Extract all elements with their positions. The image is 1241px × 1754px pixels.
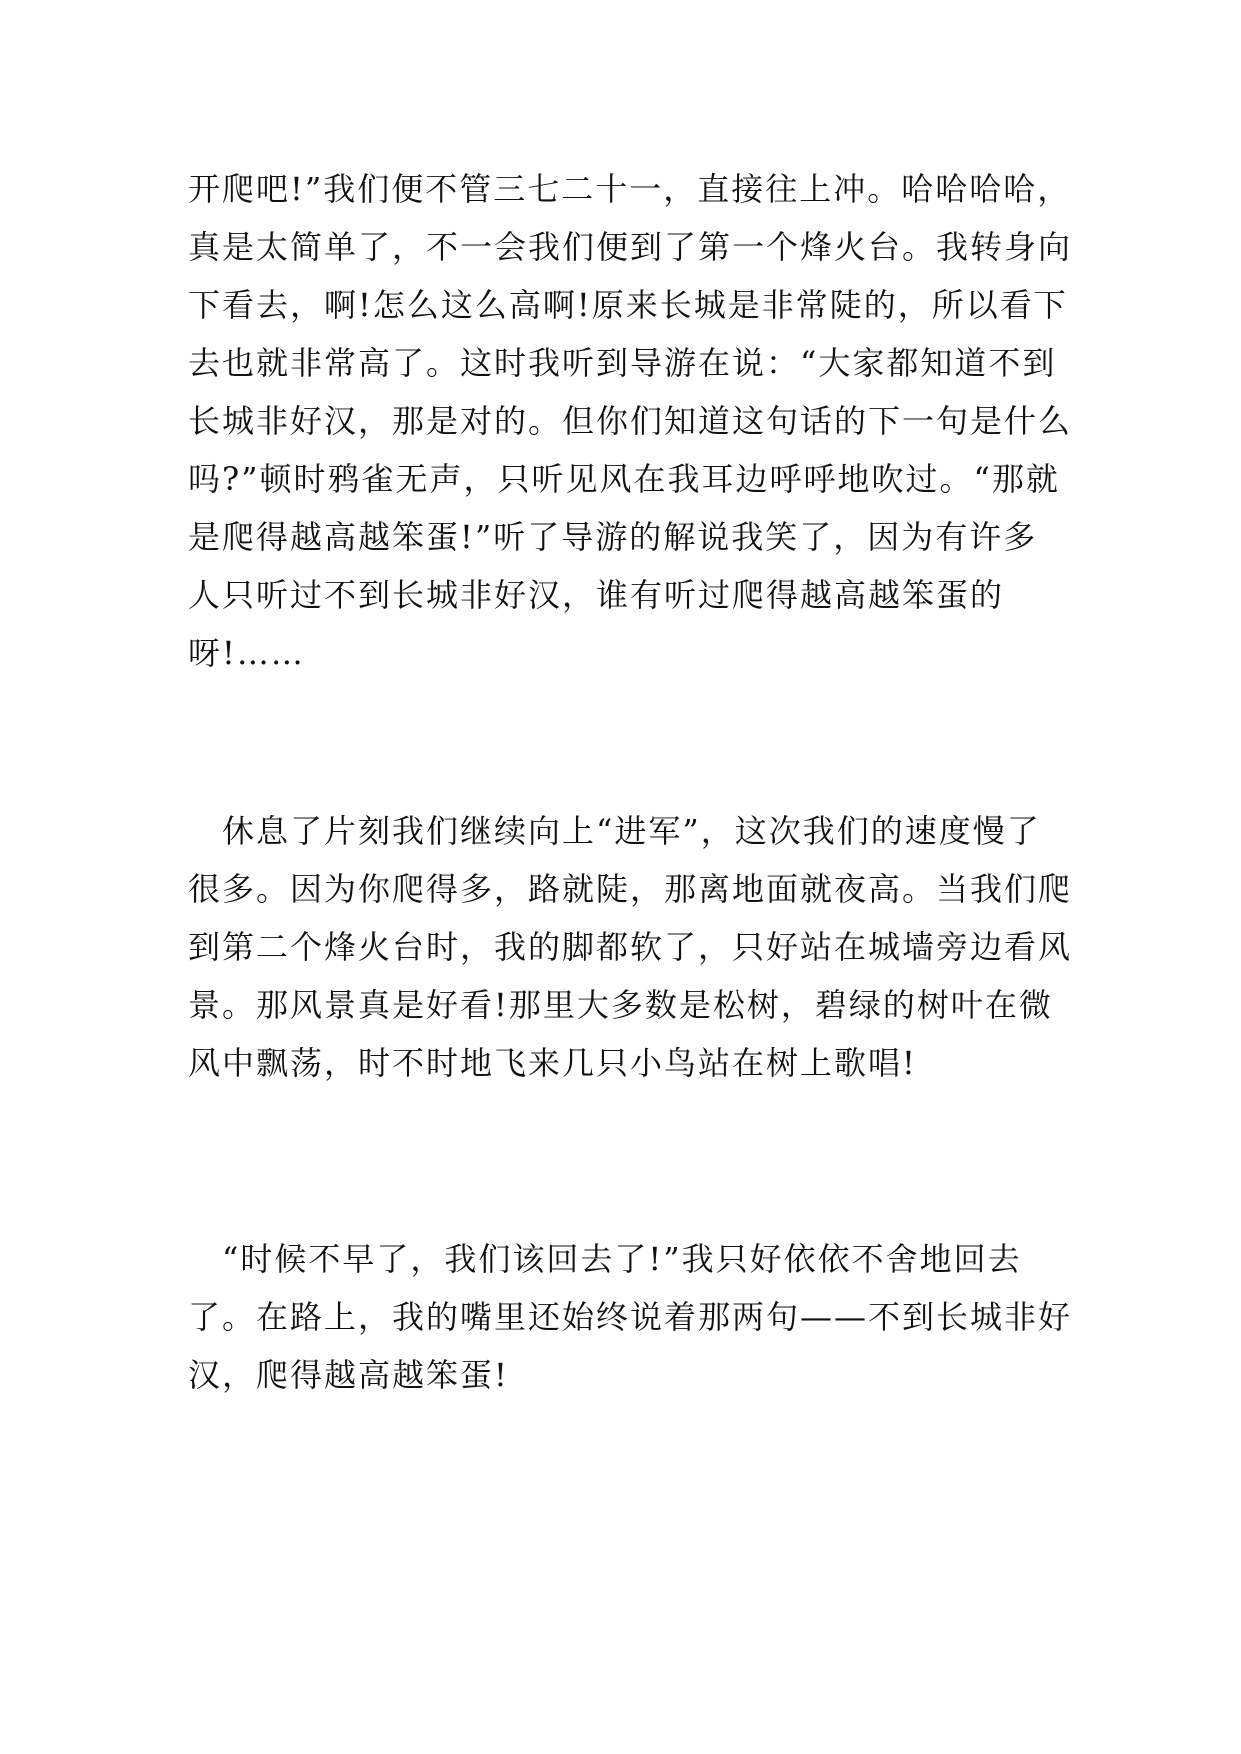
text-line: 是爬得越高越笨蛋!”听了导游的解说我笑了，因为有许多 bbox=[188, 518, 1038, 556]
text-line: 长城非好汉，那是对的。但你们知道这句话的下一句是什么 bbox=[188, 402, 1073, 440]
text-line: 人只听过不到长城非好汉，谁有听过爬得越高越笨蛋的 bbox=[188, 576, 1005, 614]
text-line: “时候不早了，我们该回去了!”我只好依依不舍地回去 bbox=[188, 1240, 1022, 1278]
text-line: 了。在路上，我的嘴里还始终说着那两句——不到长城非好 bbox=[188, 1298, 1073, 1336]
text-line: 很多。因为你爬得多，路就陡，那离地面就夜高。当我们爬 bbox=[188, 870, 1073, 908]
text-line: 汉，爬得越高越笨蛋! bbox=[188, 1356, 509, 1394]
paragraph-3 bbox=[188, 1230, 1073, 1404]
text-line: 休息了片刻我们继续向上“进军”，这次我们的速度慢了 bbox=[188, 812, 1041, 850]
text-line: 景。那风景真是好看!那里大多数是松树，碧绿的树叶在微 bbox=[188, 986, 1053, 1024]
text-line: 下看去，啊!怎么这么高啊!原来长城是非常陡的，所以看下 bbox=[188, 286, 1068, 324]
paragraph-2 bbox=[188, 802, 1073, 1092]
text-line: 到第二个烽火台时，我的脚都软了，只好站在城墙旁边看风 bbox=[188, 928, 1073, 966]
paragraph-1 bbox=[188, 160, 1073, 682]
text-line: 去也就非常高了。这时我听到导游在说：“大家都知道不到 bbox=[188, 344, 1057, 382]
text-line: 真是太简单了，不一会我们便到了第一个烽火台。我转身向 bbox=[188, 228, 1073, 266]
text-line: 风中飘荡，时不时地飞来几只小鸟站在树上歌唱! bbox=[188, 1044, 917, 1082]
text-line: 开爬吧!”我们便不管三七二十一，直接往上冲。哈哈哈哈， bbox=[188, 170, 1072, 208]
text-line: 吗?”顿时鸦雀无声，只听见风在我耳边呼呼地吹过。“那就 bbox=[188, 460, 1060, 498]
text-line: 呀!…… bbox=[188, 634, 305, 672]
